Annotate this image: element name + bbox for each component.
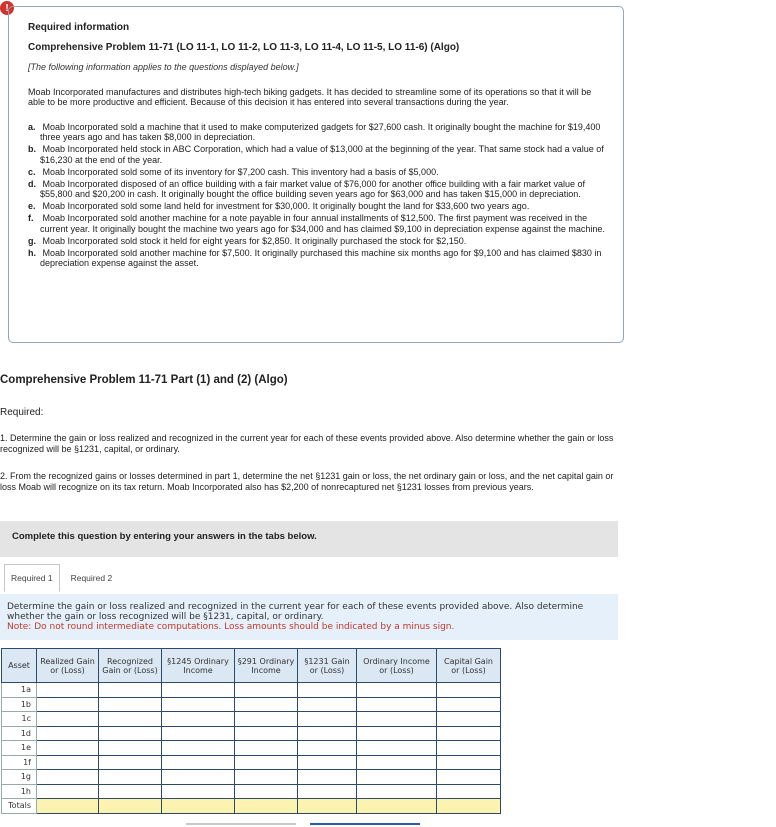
answer-input-cell[interactable] — [235, 741, 298, 756]
instructions-panel — [0, 594, 618, 640]
answer-input-cell[interactable] — [235, 799, 298, 814]
answer-input-cell[interactable] — [235, 784, 298, 799]
answer-input-cell[interactable] — [37, 712, 99, 727]
row-label: 1a — [2, 683, 37, 698]
answer-input-cell[interactable] — [357, 683, 437, 698]
event-list — [28, 122, 605, 269]
info-title: Required information — [28, 22, 130, 33]
answer-input-cell[interactable] — [235, 726, 298, 741]
required-item-2 — [0, 471, 624, 492]
row-label: 1f — [2, 755, 37, 770]
event-letter: h. — [28, 247, 36, 258]
required-item-text: Determine the gain or loss realized and recognized in the current year for each of these events provided above. Also determine whether the gain or loss recognized will be §1231, capital, or ordinary. — [0, 433, 614, 454]
answer-input-cell[interactable] — [298, 726, 357, 741]
answer-input-cell[interactable] — [37, 784, 99, 799]
answer-input-cell[interactable] — [357, 712, 437, 727]
event-item — [28, 248, 605, 269]
event-text: Moab Incorporated disposed of an office building with a fair market value of $76,000 for another office building with a fair market value of $55,800 and $20,200 in cash. It originally bought the office building seven years ago for $63,000 and has taken $15,000 in depreciation. — [40, 178, 586, 199]
required-item-text: From the recognized gains or losses determined in part 1, determine the net §1231 gain or loss, the net ordinary gain or loss, and the net capital gain or loss Moab will recognize on its tax return. Moab Incorporated also has $2,200 of nonrecaptured net §1231 losses from previous years. — [0, 471, 614, 492]
event-item — [28, 144, 605, 165]
required-item-number: 2. — [0, 471, 8, 481]
tab-required-1[interactable]: Required 1 — [4, 564, 60, 592]
answer-input-cell[interactable] — [162, 755, 235, 770]
info-note: [The following information applies to the questions displayed below.] — [28, 62, 299, 72]
answer-input-cell[interactable] — [99, 683, 162, 698]
answer-input-cell[interactable] — [235, 683, 298, 698]
answer-input-cell[interactable] — [162, 784, 235, 799]
event-item — [28, 167, 605, 178]
table-row — [2, 755, 501, 770]
answer-input-cell[interactable] — [437, 755, 501, 770]
answer-input-cell[interactable] — [298, 712, 357, 727]
column-header-realized: Realized Gain or (Loss) — [37, 649, 99, 683]
event-text: Moab Incorporated sold another machine for a note payable in four annual installments of $12,500. The first payment was received in the current year. It originally bought the machine two years ago for $34,000 and has claimed $9,100 in depreciation expense against the machine. — [40, 213, 605, 234]
column-header-1245: §1245 Ordinary Income — [162, 649, 235, 683]
part-title: Comprehensive Problem 11-71 Part (1) and (2) (Algo) — [0, 374, 288, 386]
answer-input-cell[interactable] — [162, 697, 235, 712]
answer-input-cell[interactable] — [99, 726, 162, 741]
answer-input-cell[interactable] — [357, 784, 437, 799]
answer-input-cell[interactable] — [437, 683, 501, 698]
instructions-text: Determine the gain or loss realized and recognized in the current year for each of these events provided above. Also determine whether the gain or loss recognized will be §1231, capital, or ordinary. — [7, 602, 584, 622]
answer-input-cell[interactable] — [162, 770, 235, 785]
answer-input-cell[interactable] — [37, 697, 99, 712]
table-row — [2, 799, 501, 814]
event-letter: f. — [28, 213, 34, 223]
answer-input-cell[interactable] — [437, 726, 501, 741]
info-intro: Moab Incorporated manufactures and distributes high-tech biking gadgets. It has decided to streamline some of its operations so that it will be able to be more productive and efficient. Because of this decision it has entered into several transactions during the year. — [28, 86, 592, 107]
answer-input-cell[interactable] — [162, 741, 235, 756]
row-label: 1d — [2, 726, 37, 741]
event-letter: e. — [28, 201, 36, 211]
tab-bar — [4, 564, 123, 592]
answer-input-cell[interactable] — [437, 799, 501, 814]
answer-input-cell[interactable] — [298, 784, 357, 799]
required-item-1 — [0, 433, 624, 454]
row-label: 1e — [2, 741, 37, 756]
scroll-indicator — [310, 823, 420, 825]
answer-input-cell[interactable] — [99, 741, 162, 756]
event-text: Moab Incorporated sold a machine that it used to make computerized gadgets for $27,600 cash. It originally bought the machine for $19,400 three years ago and has taken $8,000 in depreciation. — [40, 121, 601, 142]
event-item — [28, 201, 605, 212]
tab-required-2[interactable]: Required 2 — [64, 564, 120, 592]
event-item — [28, 122, 605, 143]
answer-input-cell[interactable] — [357, 741, 437, 756]
instructions-note: Note: Do not round intermediate computations. Loss amounts should be indicated by a minus sign. — [7, 622, 455, 632]
answer-input-cell[interactable] — [37, 726, 99, 741]
event-item — [28, 236, 605, 247]
answer-input-cell[interactable] — [37, 799, 99, 814]
answer-input-cell[interactable] — [235, 697, 298, 712]
event-item — [28, 179, 605, 200]
answer-input-cell[interactable] — [298, 683, 357, 698]
event-text: Moab Incorporated held stock in ABC Corporation, which had a value of $13,000 at the beginning of the year. That same stock had a value of $16,230 at the end of the year. — [40, 144, 604, 165]
required-item-number: 1. — [0, 433, 8, 443]
table-row — [2, 712, 501, 727]
answer-input-cell[interactable] — [162, 712, 235, 727]
required-information-panel — [8, 6, 624, 343]
row-label: 1g — [2, 770, 37, 785]
answer-input-cell[interactable] — [357, 799, 437, 814]
required-heading: Required: — [0, 407, 44, 418]
row-label: 1c — [2, 712, 37, 727]
column-header-recognized: Recognized Gain or (Loss) — [99, 649, 162, 683]
answer-input-cell[interactable] — [235, 770, 298, 785]
scroll-indicator — [186, 823, 296, 825]
table-row — [2, 697, 501, 712]
answer-input-cell[interactable] — [99, 712, 162, 727]
answer-input-cell[interactable] — [37, 741, 99, 756]
answer-input-cell[interactable] — [298, 755, 357, 770]
table-row — [2, 726, 501, 741]
event-text: Moab Incorporated sold stock it held for eight years for $2,850. It originally purchased the stock for $2,150. — [42, 235, 467, 246]
answer-input-cell[interactable] — [162, 683, 235, 698]
table-row — [2, 784, 501, 799]
event-letter: b. — [28, 144, 36, 154]
answer-input-cell[interactable] — [235, 712, 298, 727]
answer-input-cell[interactable] — [357, 697, 437, 712]
event-text: Moab Incorporated sold another machine for $7,500. It originally purchased this machine six months ago for $9,100 and has claimed $830 in depreciation expense against the asset. — [40, 247, 602, 268]
answer-input-cell[interactable] — [37, 770, 99, 785]
answer-input-cell[interactable] — [437, 784, 501, 799]
answer-input-cell[interactable] — [162, 799, 235, 814]
table-row — [2, 741, 501, 756]
event-text: Moab Incorporated sold some land held for investment for $30,000. It originally bought the land for $33,600 two years ago. — [42, 201, 530, 211]
complete-prompt: Complete this question by entering your answers in the tabs below. — [0, 521, 618, 557]
column-header-1231: §1231 Gain or (Loss) — [298, 649, 357, 683]
answer-input-cell[interactable] — [99, 755, 162, 770]
answer-input-cell[interactable] — [99, 697, 162, 712]
answer-input-cell[interactable] — [437, 712, 501, 727]
answer-input-cell[interactable] — [298, 741, 357, 756]
answer-input-cell[interactable] — [99, 784, 162, 799]
answer-input-cell[interactable] — [99, 770, 162, 785]
event-letter: d. — [28, 178, 36, 189]
answer-input-cell[interactable] — [37, 755, 99, 770]
answer-input-cell[interactable] — [437, 741, 501, 756]
row-label: Totals — [2, 799, 37, 814]
table-row — [2, 770, 501, 785]
answer-input-cell[interactable] — [357, 770, 437, 785]
answer-input-cell[interactable] — [235, 755, 298, 770]
answer-input-cell[interactable] — [298, 799, 357, 814]
row-label: 1b — [2, 697, 37, 712]
row-label: 1h — [2, 784, 37, 799]
answer-input-cell[interactable] — [37, 683, 99, 698]
answer-input-cell[interactable] — [99, 799, 162, 814]
alert-icon: ! — [0, 1, 14, 15]
answer-input-cell[interactable] — [357, 755, 437, 770]
event-letter: a. — [28, 121, 36, 132]
event-text: Moab Incorporated sold some of its inventory for $7,200 cash. This inventory had a basis of $5,000. — [42, 166, 439, 177]
answer-input-cell[interactable] — [298, 697, 357, 712]
info-subtitle: Comprehensive Problem 11-71 (LO 11-1, LO 11-2, LO 11-3, LO 11-4, LO 11-5, LO 11-6) (Algo) — [28, 41, 460, 53]
answer-input-cell[interactable] — [437, 697, 501, 712]
column-header-291: §291 Ordinary Income — [235, 649, 298, 683]
answer-input-cell[interactable] — [437, 770, 501, 785]
event-letter: c. — [28, 166, 36, 177]
answer-input-cell[interactable] — [357, 726, 437, 741]
event-item — [28, 213, 605, 234]
column-header-ordinary: Ordinary Income or (Loss) — [357, 649, 437, 683]
column-header-asset: Asset — [2, 649, 37, 683]
table-row — [2, 683, 501, 698]
column-header-capital: Capital Gain or (Loss) — [437, 649, 501, 683]
answer-table — [1, 648, 501, 814]
event-letter: g. — [28, 235, 36, 246]
answer-input-cell[interactable] — [298, 770, 357, 785]
answer-input-cell[interactable] — [162, 726, 235, 741]
